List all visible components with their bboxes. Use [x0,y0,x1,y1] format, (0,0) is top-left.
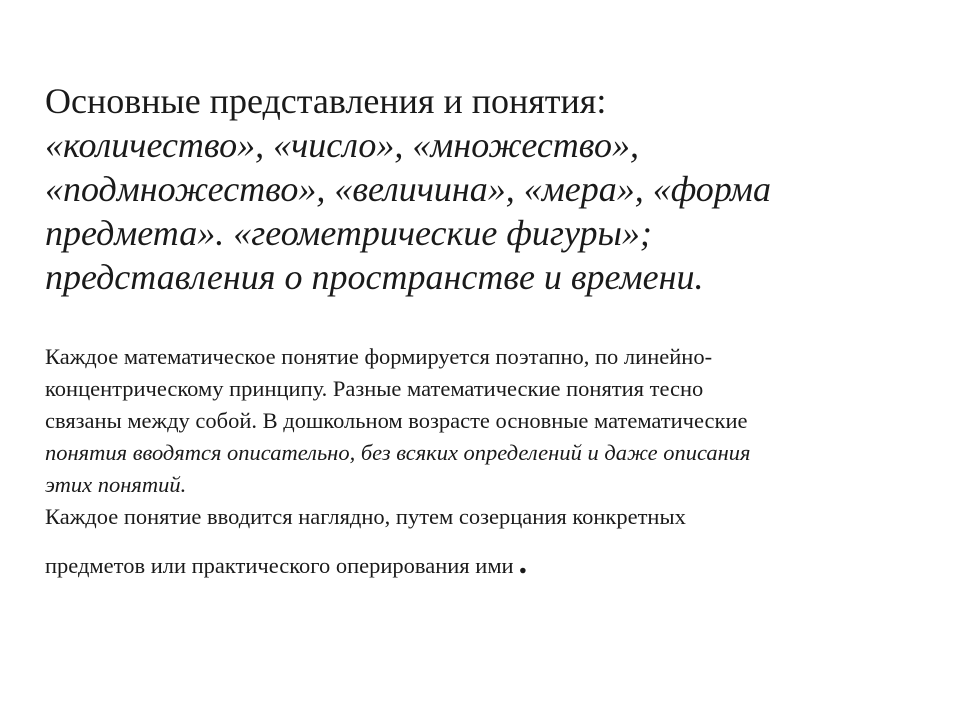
body-line-6: Каждое понятие вводится наглядно, путем созерцания конкретных [45,504,686,529]
body-line-4: понятия вводятся описательно, без всяких определений и даже описания [45,440,751,465]
heading-line-4: предмета». «геометрические фигуры»; [45,213,652,253]
body-line-1: Каждое математическое понятие формируется поэтапно, по линейно- [45,344,713,369]
heading-line-2: «количество», «число», «множество», [45,125,639,165]
heading-line-1: Основные представления и понятия: [45,81,607,121]
body-line-3: связаны между собой. В дошкольном возрасте основные математические [45,408,748,433]
heading-line-3: «подмножество», «величина», «мера», «форма [45,169,771,209]
body-line-7 [45,544,925,582]
body-line-5: этих понятий. [45,472,187,497]
body-end-period: . [518,544,528,581]
body-line-7-text: предметов или практического оперирования ими [45,553,514,578]
body-line-2: концентрическому принципу. Разные математические понятия тесно [45,376,704,401]
heading-line-5: представления о пространстве и времени. [45,257,704,297]
slide-heading [45,79,925,299]
slide-body [45,341,925,582]
